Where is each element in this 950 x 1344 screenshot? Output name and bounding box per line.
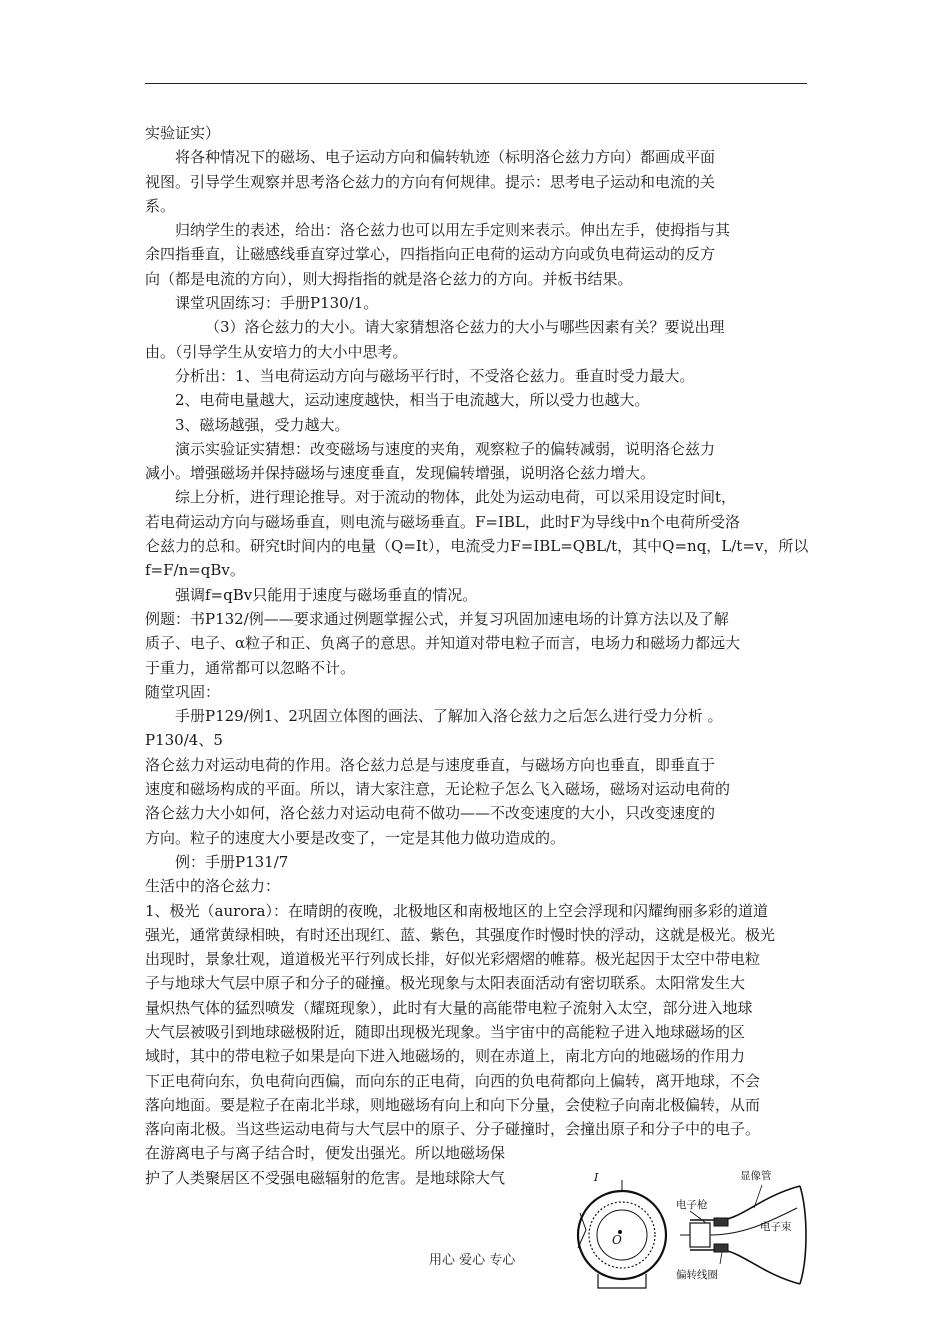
text-line: 系。 (145, 196, 176, 215)
body-text (145, 121, 809, 1214)
text-line: 质子、电子、α粒子和正、负离子的意思。并知道对带电粒子而言，电场力和磁场力都远大 (145, 634, 741, 653)
text-line: 域时，其中的带电粒子如果是向下进入地磁场的，则在赤道上，南北方向的地磁场的作用力 (145, 1047, 746, 1066)
text-line: （3）洛仑兹力的大小。请大家猜想洛仑兹力的大小与哪些因素有关？要说出理 (205, 318, 725, 337)
text-line: 仑兹力的总和。研究t时间内的电量（Q=It），电流受力F=IBL=QBL/t，其中Q=nq，L/t=v，所以 (145, 537, 809, 556)
text-line: 强光，通常黄绿相映，有时还出现红、蓝、紫色，其强度作时慢时快的浮动，这就是极光。极光 (145, 925, 776, 944)
text-line: 2、电荷电量越大，运动速度越快，相当于电流越大，所以受力也越大。 (175, 391, 650, 410)
coil-label: 偏转线圈 (676, 1269, 718, 1281)
text-line: 强调f=qBv只能用于速度与磁场垂直的情况。 (175, 585, 478, 604)
text-line: P130/4、5 (145, 731, 223, 750)
current-label: I (594, 1171, 599, 1184)
text-line: 综上分析，进行理论推导。对于流动的物体，此处为运动电荷，可以采用设定时间t， (175, 488, 737, 507)
text-line: 方向。粒子的速度大小要是改变了，一定是其他力做功造成的。 (145, 828, 566, 847)
text-line: 课堂巩固练习：手册P130/1。 (175, 294, 379, 313)
center-label: O (612, 1233, 622, 1247)
crt-deflection-figure (572, 1168, 812, 1298)
text-line: 大气层被吸引到地球磁极附近，随即出现极光现象。当宇宙中的高能粒子进入地球磁场的区 (145, 1022, 746, 1041)
text-line: 例题：书P132/例——要求通过例题掌握公式，并复习巩固加速电场的计算方法以及了解 (145, 609, 729, 628)
beam-label: 电子束 (760, 1221, 792, 1233)
text-line: 生活中的洛仑兹力： (145, 877, 281, 896)
text-line: 3、磁场越强，受力越大。 (175, 415, 350, 434)
text-line: 减小。增强磁场并保持磁场与速度垂直，发现偏转增强，说明洛仑兹力增大。 (145, 464, 656, 483)
text-line: 归纳学生的表述，给出：洛仑兹力也可以用左手定则来表示。伸出左手，使拇指与其 (175, 221, 731, 240)
text-line: 演示实验证实猜想：改变磁场与速度的夹角，观察粒子的偏转减弱，说明洛仑兹力 (175, 439, 716, 458)
text-line: 随堂巩固： (145, 682, 221, 701)
text-line: 视图。引导学生观察并思考洛仑兹力的方向有何规律。提示：思考电子运动和电流的关 (145, 172, 716, 191)
text-line: 护了人类聚居区不受强电磁辐射的危害。是地球除大气 (145, 1168, 506, 1187)
text-line: 速度和磁场构成的平面。所以，请大家注意，无论粒子怎么飞入磁场，磁场对运动电荷的 (145, 780, 731, 799)
text-line: 洛仑兹力对运动电荷的作用。洛仑兹力总是与速度垂直，与磁场方向也垂直，即垂直于 (145, 755, 716, 774)
page-footer: 用心 爱心 专心 (427, 1249, 517, 1268)
text-line: 由。（引导学生从安培力的大小中思考。 (145, 342, 408, 361)
text-line: 量炽热气体的猛烈喷发（耀斑现象），此时有大量的高能带电粒子流射入太空，部分进入地球 (145, 998, 753, 1017)
text-line: 洛仑兹力大小如何，洛仑兹力对运动电荷不做功——不改变速度的大小，只改变速度的 (145, 804, 716, 823)
text-line: 出现时，景象壮观，道道极光平行列成长排，好似光彩熠熠的帷幕。极光起因于太空中带电粒 (145, 950, 761, 969)
text-line: 于重力，通常都可以忽略不计。 (145, 658, 356, 677)
text-line: 向（都是电流的方向），则大拇指指的就是洛仑兹力的方向。并板书结果。 (145, 269, 633, 288)
text-line: 将各种情况下的磁场、电子运动方向和偏转轨迹（标明洛仑兹力方向）都画成平面 (175, 148, 716, 167)
text-line: 子与地球大气层中原子和分子的碰撞。极光现象与太阳表面活动有密切联系。太阳常发生大 (145, 974, 746, 993)
text-line: 例：手册P131/7 (175, 852, 289, 871)
text-line: 若电荷运动方向与磁场垂直，则电流与磁场垂直。F=IBL，此时F为导线中n个电荷所受洛 (145, 512, 740, 531)
text-line: 手册P129/例1、2巩固立体图的画法、了解加入洛仑兹力之后怎么进行受力分析 。 (175, 707, 723, 726)
text-line: 分析出：1、当电荷运动方向与磁场平行时，不受洛仑兹力。垂直时受力最大。 (175, 366, 695, 385)
text-line: 余四指垂直，让磁感线垂直穿过掌心，四指指向正电荷的运动方向或负电荷运动的反方 (145, 245, 716, 264)
text-line: 1、极光（aurora）：在晴朗的夜晚，北极地区和南极地区的上空会浮现和闪耀绚丽多彩的道道 (145, 901, 768, 920)
header-rule (145, 83, 807, 84)
coil-diagram (578, 1180, 666, 1288)
text-line: 在游离电子与离子结合时，便发出强光。所以地磁场保 (145, 1144, 506, 1163)
text-line: 下正电荷向东，负电荷向西偏，而向东的正电荷，向西的负电荷都向上偏转，离开地球，不会 (145, 1071, 761, 1090)
text-line: 落向南北极。当这些运动电荷与大气层中的原子、分子碰撞时，会撞出原子和分子中的电子。 (145, 1120, 761, 1139)
text-line: 落向地面。要是粒子在南北半球，则地磁场有向上和向下分量，会使粒子向南北极偏转，从而 (145, 1095, 761, 1114)
text-line: 实验证实） (145, 124, 221, 142)
tube-label: 显像管 (740, 1170, 772, 1182)
text-line: f=F/n=qBv。 (145, 561, 245, 580)
gun-label: 电子枪 (676, 1199, 708, 1211)
